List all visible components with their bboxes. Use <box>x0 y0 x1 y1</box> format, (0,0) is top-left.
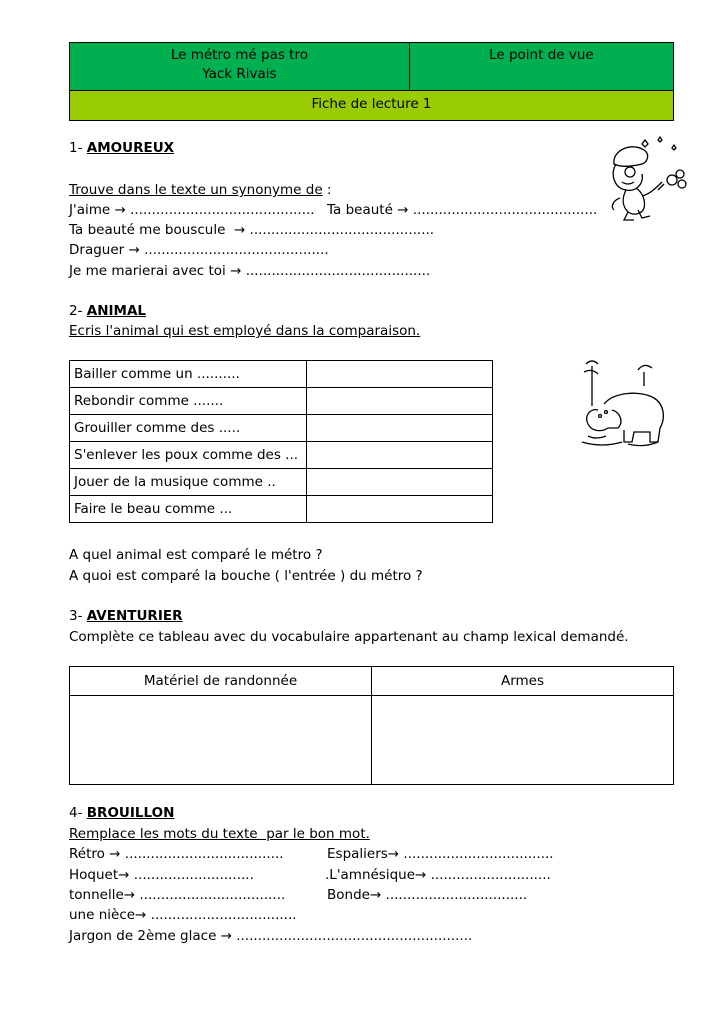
answer-cell[interactable] <box>307 442 493 469</box>
book-author: Yack Rivais <box>202 66 277 82</box>
section-3-title: AVENTURIER <box>86 608 183 624</box>
comparison-row <box>70 469 493 496</box>
question-1: A quel animal est comparé le métro ? <box>69 547 323 563</box>
answer-cell[interactable] <box>307 361 493 388</box>
synonym-line-4: Je me marierai avec toi → ........................................... <box>69 263 431 279</box>
replace-line-1b: Espaliers→ ................................... <box>327 846 554 862</box>
replace-line-1a: Rétro → ..................................... <box>69 846 284 862</box>
replace-line-3b: Bonde→ ................................. <box>327 887 528 903</box>
section-4-title: BROUILLON <box>86 805 175 821</box>
answer-cell[interactable] <box>307 415 493 442</box>
section-2-title: ANIMAL <box>86 303 147 319</box>
comparison-row <box>70 442 493 469</box>
synonym-line-3: Draguer → ........................................... <box>69 242 329 258</box>
answer-cell[interactable] <box>307 469 493 496</box>
column-header-hiking-gear: Matériel de randonnée <box>70 667 372 696</box>
section-1-heading: 1- AMOUREUX <box>69 140 175 156</box>
section-3-instruction: Complète ce tableau avec du vocabulaire appartenant au champ lexical demandé. <box>69 629 629 645</box>
answer-cell[interactable] <box>307 388 493 415</box>
header-title-cell <box>70 43 410 91</box>
synonym-line-2: Ta beauté me bouscule → ........................................... <box>69 222 435 238</box>
synonym-line-1b: Ta beauté → ........................................... <box>327 202 598 218</box>
section-2-instruction: Ecris l'animal qui est employé dans la comparaison. <box>69 323 421 339</box>
section-3-heading: 3- AVENTURIER <box>69 608 183 624</box>
hippo-icon <box>578 358 668 450</box>
header-theme-cell <box>409 43 673 91</box>
theme-label: Le point de vue <box>489 47 594 63</box>
comparison-row <box>70 388 493 415</box>
comparison-row <box>70 415 493 442</box>
replace-line-4: une nièce→ .................................. <box>69 907 297 923</box>
comparison-prompt: Faire le beau comme ... <box>70 496 307 523</box>
answer-cell[interactable] <box>307 496 493 523</box>
section-4-heading: 4- BROUILLON <box>69 805 175 821</box>
smurf-icon <box>598 134 694 222</box>
synonym-line-1a: J'aime → ........................................... <box>69 202 315 218</box>
section-4-instruction: Remplace les mots du texte par le bon mot. <box>69 826 370 842</box>
section-1-instruction: Trouve dans le texte un synonyme de : <box>69 182 332 198</box>
vocabulary-table <box>69 666 674 785</box>
question-2: A quoi est comparé la bouche ( l'entrée ) du métro ? <box>69 568 423 584</box>
header-table <box>69 42 674 121</box>
weapons-answer-cell[interactable] <box>372 696 674 785</box>
comparison-row <box>70 496 493 523</box>
replace-line-2a: Hoquet→ ............................ <box>69 867 254 883</box>
sheet-title: Fiche de lecture 1 <box>70 91 674 121</box>
comparison-prompt: Grouiller comme des ..... <box>70 415 307 442</box>
section-1-title: AMOUREUX <box>86 140 175 156</box>
comparison-prompt: Rebondir comme ....... <box>70 388 307 415</box>
hiking-gear-answer-cell[interactable] <box>70 696 372 785</box>
comparison-prompt: Jouer de la musique comme .. <box>70 469 307 496</box>
replace-line-2b: .L'amnésique→ ............................ <box>325 867 551 883</box>
book-title: Le métro mé pas tro <box>170 47 308 63</box>
comparison-prompt: Bailler comme un .......... <box>70 361 307 388</box>
column-header-weapons: Armes <box>372 667 674 696</box>
section-2-heading: 2- ANIMAL <box>69 303 147 319</box>
comparison-row <box>70 361 493 388</box>
replace-line-5: Jargon de 2ème glace → ....................................................... <box>69 928 473 944</box>
comparison-prompt: S'enlever les poux comme des ... <box>70 442 307 469</box>
comparison-table <box>69 360 493 523</box>
replace-line-3a: tonnelle→ .................................. <box>69 887 286 903</box>
